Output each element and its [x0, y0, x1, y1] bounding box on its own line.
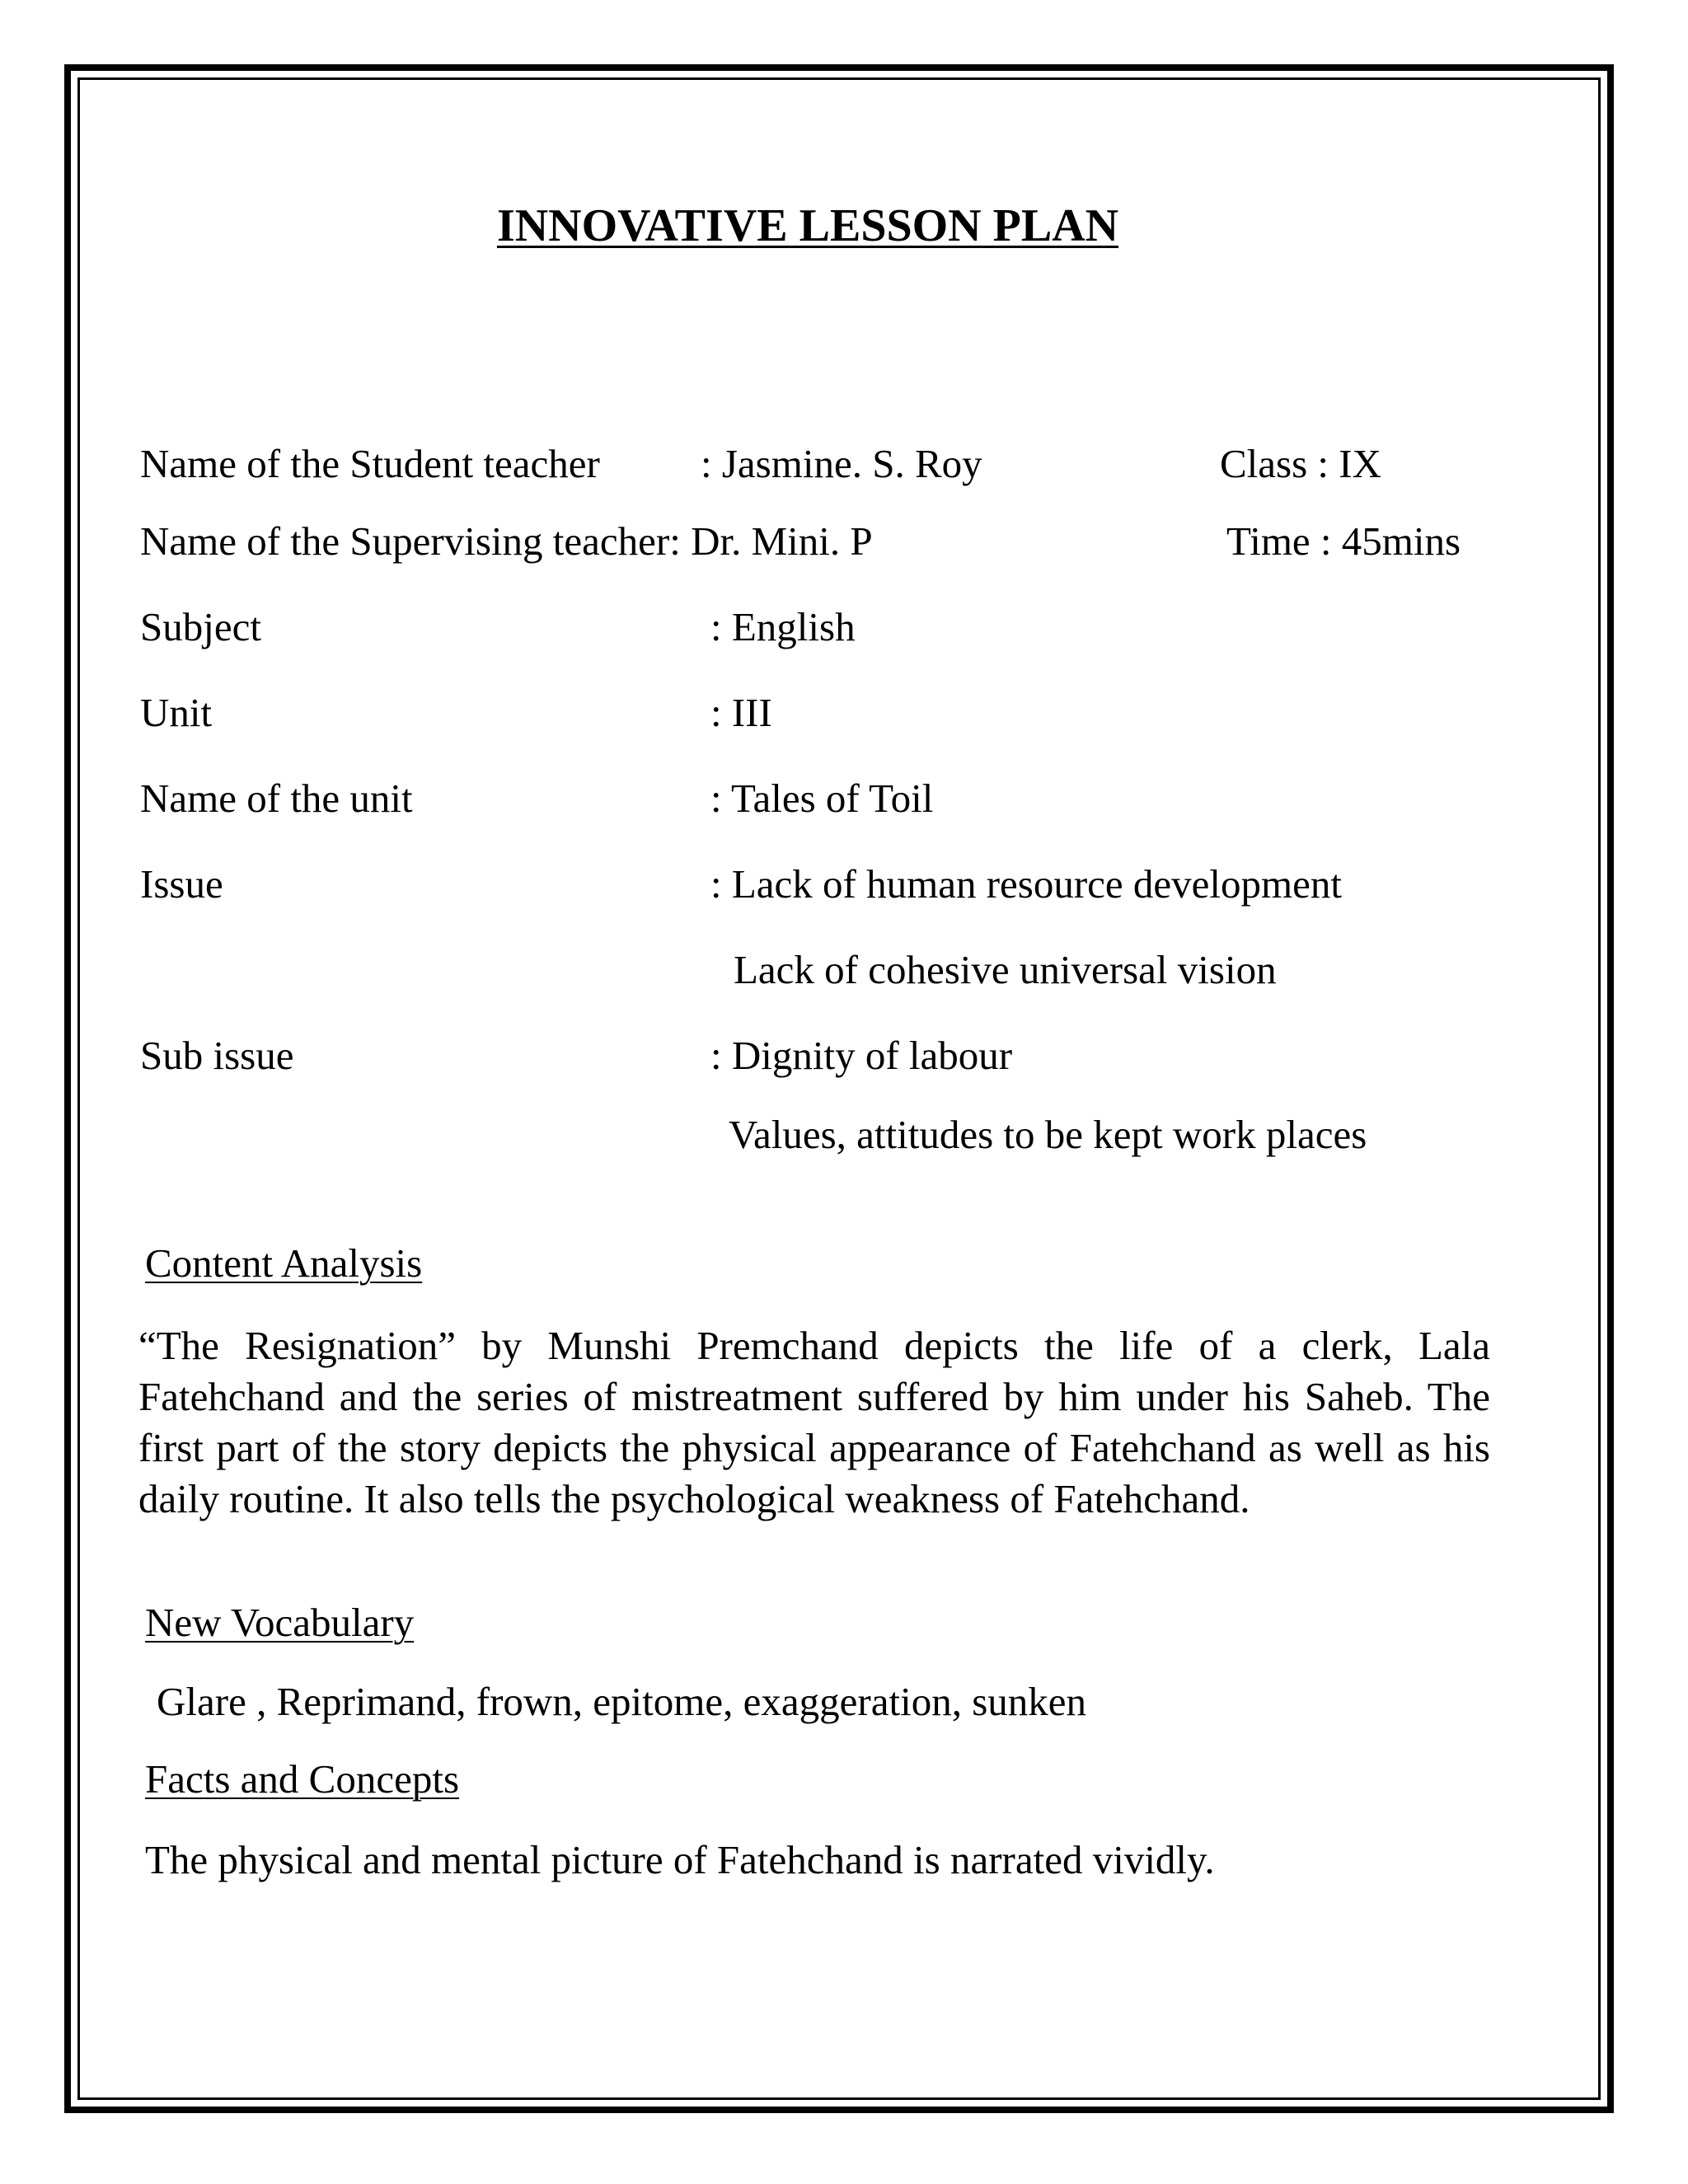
unit-name-label: Name of the unit: [140, 776, 413, 821]
facts-and-concepts-text: The physical and mental picture of Fatehchand is narrated vividly.: [145, 1837, 1215, 1882]
time-value: Time : 45mins: [1226, 518, 1461, 564]
subject-label: Subject: [140, 604, 261, 649]
supervising-teacher-label: Name of the Supervising teacher: Dr. Mini. P: [140, 518, 873, 564]
sub-issue-value-1: : Dignity of labour: [710, 1033, 1013, 1078]
new-vocabulary-heading: New Vocabulary: [145, 1600, 415, 1645]
unit-label: Unit: [140, 690, 213, 735]
document-title: INNOVATIVE LESSON PLAN: [496, 200, 1119, 251]
issue-label: Issue: [140, 861, 223, 907]
student-teacher-label: Name of the Student teacher: [140, 441, 600, 486]
content-analysis-text: “The Resignation” by Munshi Premchand depicts the life of a clerk, Lala Fatehchand and the series of mistreatment suffered by him under his Saheb. The first part of the story depicts the physical appearance of Fatehchand as well as his daily routine. It also tells the psychological weakness of Fatehchand.: [138, 1323, 1490, 1521]
issue-value-2: Lack of cohesive universal vision: [734, 947, 1277, 992]
sub-issue-value-2: Values, attitudes to be kept work places: [729, 1112, 1367, 1157]
student-teacher-value: : Jasmine. S. Roy: [701, 441, 982, 486]
new-vocabulary-text: Glare , Reprimand, frown, epitome, exaggeration, sunken: [157, 1679, 1087, 1724]
content-analysis-heading: Content Analysis: [145, 1240, 423, 1286]
facts-and-concepts-heading: Facts and Concepts: [145, 1756, 460, 1802]
class-value: Class : IX: [1220, 441, 1381, 486]
unit-name-value: : Tales of Toil: [710, 776, 934, 821]
issue-value-1: : Lack of human resource development: [710, 861, 1343, 907]
sub-issue-label: Sub issue: [140, 1033, 294, 1078]
unit-value: : III: [710, 690, 772, 735]
subject-value: : English: [710, 604, 856, 649]
